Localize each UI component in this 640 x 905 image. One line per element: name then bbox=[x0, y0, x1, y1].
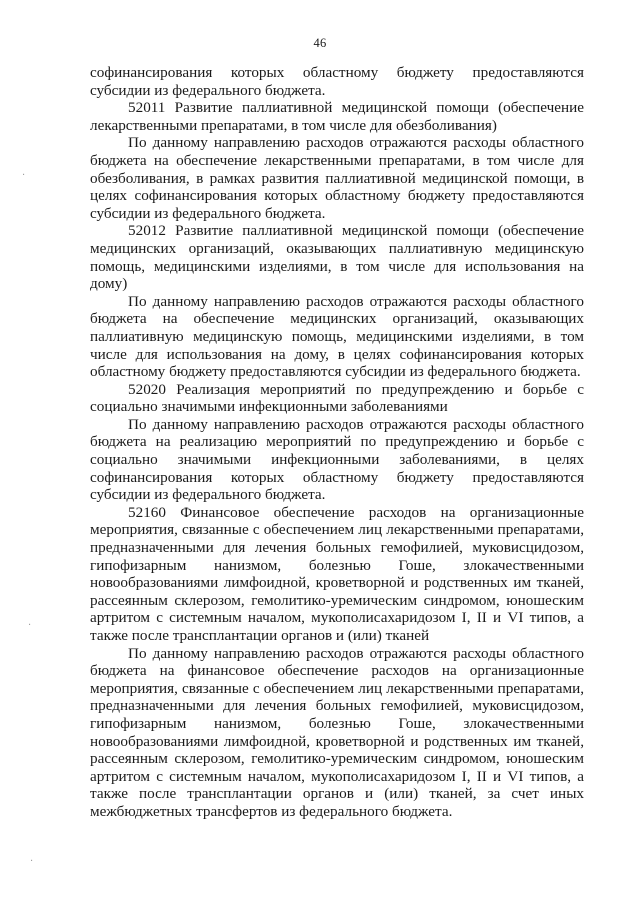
paragraph-52011-description: По данному направлению расходов отражаются расходы областного бюджета на обеспечение лекарственными препаратами, в том числе для обезболивания, в рамках развития паллиативной медицинской помощи, в целях софинансирования которых областному бюджету предоставляются субсидии из федерального бюджета. bbox=[90, 134, 584, 222]
paragraph-52020-description: По данному направлению расходов отражаются расходы областного бюджета на реализацию мероприятий по предупреждению и борьбе с социально значимыми инфекционными заболеваниями, в целях софинансирования которых областному бюджету предоставляются субсидии из федерального бюджета. bbox=[90, 415, 584, 504]
heading-52012: 52012 Развитие паллиативной медицинской помощи (обеспечение медицинских организаций, оказывающих паллиативную медицинскую помощь, медицинскими изделиями, в том числе для использования на дому) bbox=[90, 222, 584, 293]
paragraph-52012-description: По данному направлению расходов отражаются расходы областного бюджета на обеспечение медицинских организаций, оказывающих паллиативную медицинскую помощь, медицинскими изделиями, в том числе для использования на дому, в целях софинансирования которых областному бюджету предоставляются субсидии из федерального бюджета. bbox=[90, 292, 584, 381]
page-number: 46 bbox=[313, 36, 327, 50]
scan-speck: · bbox=[22, 170, 26, 181]
scan-speck: · bbox=[28, 620, 32, 631]
heading-52011: 52011 Развитие паллиативной медицинской помощи (обеспечение лекарственными препаратами, в том числе для обезболивания) bbox=[90, 99, 584, 134]
paragraph-52160-description: По данному направлению расходов отражаются расходы областного бюджета на финансовое обеспечение расходов на организационные мероприятия, связанные с обеспечением лиц лекарственными препаратами, предназначенными для лечения больных гемофилией, муковисцидозом, гипофизарным нанизмом, болезнью Гоше, злокачественными новообразованиями лимфоидной, кроветворной и родственных им тканей, рассеянным склерозом, гемолитико-уремическим синдромом, юношеским артритом с системным началом, мукополисахаридозом I, II и VI типов, а также после трансплантации органов и (или) тканей, за счет иных межбюджетных трансфертов из федерального бюджета. bbox=[90, 644, 584, 820]
heading-52020: 52020 Реализация мероприятий по предупреждению и борьбе с социально значимыми инфекционными заболеваниями bbox=[90, 380, 584, 416]
scan-speck: · bbox=[30, 856, 34, 867]
heading-52160: 52160 Финансовое обеспечение расходов на организационные мероприятия, связанные с обеспечением лиц лекарственными препаратами, предназначенными для лечения больных гемофилией, муковисцидозом, гипофизарным нанизмом, болезнью Гоше, злокачественными новообразованиями лимфоидной, кроветворной и родственных им тканей, рассеянным склерозом, гемолитико-уремическим синдромом, юношеским артритом с системным началом, мукополисахаридозом I, II и VI типов, а также после трансплантации органов и (или) тканей bbox=[90, 503, 584, 644]
document-body bbox=[90, 64, 584, 821]
paragraph-continuation: софинансирования которых областному бюджету предоставляются субсидии из федерального бюджета. bbox=[90, 64, 584, 99]
